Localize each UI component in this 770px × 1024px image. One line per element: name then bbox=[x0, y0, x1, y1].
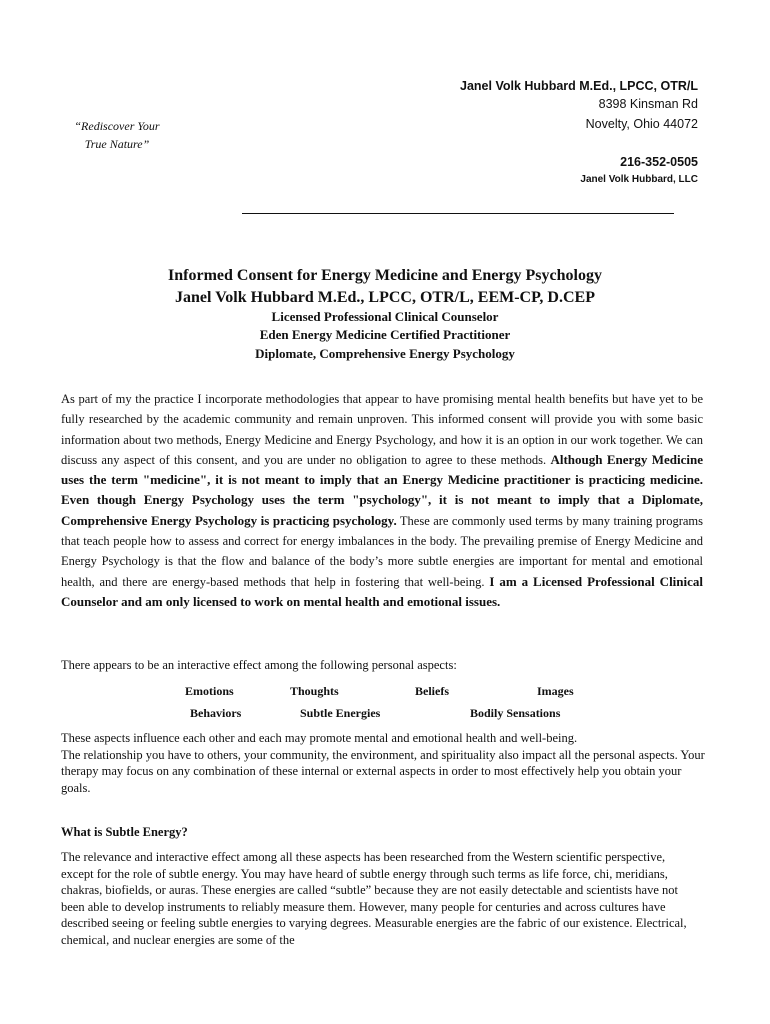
aspect-item: Subtle Energies bbox=[300, 706, 381, 720]
subtle-energy-paragraph: The relevance and interactive effect among all these aspects has been researched from the Western scientific perspective, except for the role of subtle energy. You may have heard of subtle energy through such terms as life force, chi, meridians, chakras, biofields, or auras. These energies are called “subtle” because they are not easily detectable and scientists have not been able to develop instruments to reliably measure them. However, many people for centuries and across cultures have described seeing or feeling subtle energies to varying degrees. Measurable energies are the fabric of our existence. Electrical, chemical, and nuclear energies are some of the bbox=[61, 850, 687, 947]
aspect-item: Thoughts bbox=[290, 684, 339, 698]
divider-line bbox=[242, 213, 674, 214]
aspect-item: Behaviors bbox=[190, 706, 242, 720]
aspects-influence-text: These aspects influence each other and each may promote mental and emotional health and well-being. bbox=[61, 731, 578, 745]
credential-line: Diplomate, Comprehensive Energy Psychology bbox=[255, 346, 515, 361]
aspect-item: Beliefs bbox=[415, 684, 449, 698]
intro-paragraph bbox=[61, 389, 703, 612]
phone-number: 216-352-0505 bbox=[620, 155, 698, 169]
relationships-text: The relationship you have to others, your community, the environment, and spirituality also impact all the personal aspects. Your therapy may focus on any combination of these internal or external aspects in order to most effectively help you obtain your goals. bbox=[61, 747, 705, 795]
city-state-zip: Novelty, Ohio 44072 bbox=[585, 117, 698, 131]
aspect-item: Emotions bbox=[185, 684, 234, 698]
street-address: 8398 Kinsman Rd bbox=[598, 97, 698, 111]
intro-text: As part of my the practice I incorporate methodologies that appear to have promising mental health benefits but have yet to be fully researched by the academic community and remain unproven. This informed consent will provide you with some basic information about two methods, Energy Medicine and Energy Psychology, and how it is an option in our work together. We can discuss any aspect of this consent, and you are under no obligation to agree to these methods. bbox=[61, 392, 703, 467]
document-title: Informed Consent for Energy Medicine and Energy Psychology bbox=[168, 267, 602, 284]
license-scope-text: I am a Licensed Professional Clinical Counselor and am only licensed to work on mental health and emotional issues. bbox=[61, 573, 704, 609]
aspects-paragraph bbox=[61, 730, 709, 796]
section-heading: What is Subtle Energy? bbox=[61, 825, 188, 839]
credential-line: Licensed Professional Clinical Counselor bbox=[271, 309, 499, 324]
company-name: Janel Volk Hubbard, LLC bbox=[580, 174, 698, 185]
aspects-intro: There appears to be an interactive effect among the following personal aspects: bbox=[61, 658, 457, 672]
document-subtitle: Janel Volk Hubbard M.Ed., LPCC, OTR/L, EEM-CP, D.CEP bbox=[175, 289, 595, 306]
tagline: “Rediscover Your True Nature” bbox=[74, 119, 160, 151]
aspect-item: Images bbox=[537, 684, 574, 698]
credential-line: Eden Energy Medicine Certified Practitioner bbox=[259, 327, 511, 342]
practitioner-name: Janel Volk Hubbard M.Ed., LPCC, OTR/L bbox=[460, 79, 698, 93]
premise-text: These are commonly used terms by many training programs that teach people how to assess and correct for energy imbalances in the body. The prevailing premise of Energy Medicine and Energy Psychology is that the flow and balance of the body’s more subtle energies are important for mental and emotional health, and there are energy-based methods that help in fostering that well-being. bbox=[61, 513, 704, 589]
aspect-item: Bodily Sensations bbox=[470, 706, 561, 720]
disclaimer-text: Although Energy Medicine uses the term "medicine", it is not meant to imply that an Energy Medicine practitioner is practicing medicine. Even though Energy Psychology uses the term "psychology", it is not meant to imply that a Diplomate, Comprehensive Energy Psychology is practicing psychology. bbox=[61, 451, 704, 528]
